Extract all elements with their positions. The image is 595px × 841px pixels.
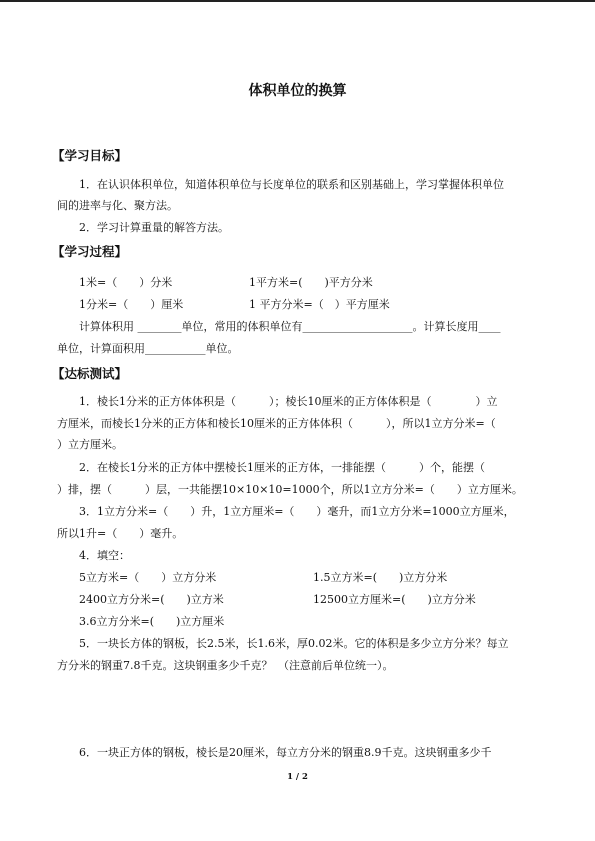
process-line-4: 单位，计算面积用___________单位。 xyxy=(57,342,239,355)
section-heading-goals: 【学习目标】 xyxy=(52,148,128,163)
test-q4-row-3: 3.6立方分米=( )立方厘米 xyxy=(79,615,225,628)
process-line-1a: 1米=（ ）分米 xyxy=(79,276,173,289)
goal-line-1: 1．在认识体积单位，知道体积单位与长度单位的联系和区别基础上，学习掌握体积单位 xyxy=(79,178,504,191)
process-line-2b: 1 平方分米=（ ）平方厘米 xyxy=(249,298,390,311)
goal-line-3: 2．学习计算重量的解答方法。 xyxy=(79,221,229,234)
page-title: 体积单位的换算 xyxy=(248,83,347,99)
test-q3-line-2: 所以1升=（ ）毫升。 xyxy=(57,527,184,540)
section-heading-test: 【达标测试】 xyxy=(52,366,128,381)
goal-line-2: 间的进率与化、聚方法。 xyxy=(57,199,178,212)
test-q2-line-1: 2．在棱长1分米的正方体中摆棱长1厘米的正方体，一排能摆（ ）个，能摆（ xyxy=(79,461,485,474)
test-q4-row-1a: 5立方米=（ ）立方分米 xyxy=(79,571,217,584)
test-q3-line-1: 3．1立方分米=（ ）升，1立方厘米=（ ）毫升，而1立方分米=1000立方厘米， xyxy=(79,505,515,518)
top-rule xyxy=(0,0,595,2)
test-q4-row-2b: 12500立方厘米=( )立方分米 xyxy=(313,593,476,606)
test-q5-line-2: 方分米的钢重7.8千克。这块钢重多少千克？ （注意前后单位统一）。 xyxy=(57,659,394,672)
test-q4-row-2a: 2400立方分米=( )立方米 xyxy=(79,593,224,606)
process-line-3: 计算体积用 ________单位，常用的体积单位有____________________。计算长度用____ xyxy=(79,320,501,333)
test-q6-line-1: 6．一块正方体的钢板，棱长是20厘米，每立方分米的钢重8.9千克。这块钢重多少千 xyxy=(79,746,492,759)
test-q4-row-1b: 1.5立方米=( )立方分米 xyxy=(313,571,448,584)
test-q1-line-3: ）立方厘米。 xyxy=(57,438,123,451)
test-q1-line-1: 1．棱长1分米的正方体体积是（ ）；棱长10厘米的正方体体积是（ ）立 xyxy=(79,395,498,408)
section-heading-process: 【学习过程】 xyxy=(52,244,128,259)
test-q4-label: 4．填空： xyxy=(79,549,130,562)
test-q1-line-2: 方厘米，而棱长1分米的正方体和棱长10厘米的正方体体积（ ），所以1立方分米=（ xyxy=(57,417,496,430)
test-q5-line-1: 5．一块长方体的钢板，长2.5米，长1.6米，厚0.02米。它的体积是多少立方分米？每立 xyxy=(79,637,509,650)
page-number: 1 / 2 xyxy=(287,772,308,782)
process-line-1b: 1平方米=( )平方分米 xyxy=(249,276,373,289)
process-line-2a: 1分米=（ ）厘米 xyxy=(79,298,184,311)
test-q2-line-2: ）排，摆（ ）层，一共能摆10×10×10=1000个，所以1立方分米=（ ）立方厘米。 xyxy=(57,483,523,496)
